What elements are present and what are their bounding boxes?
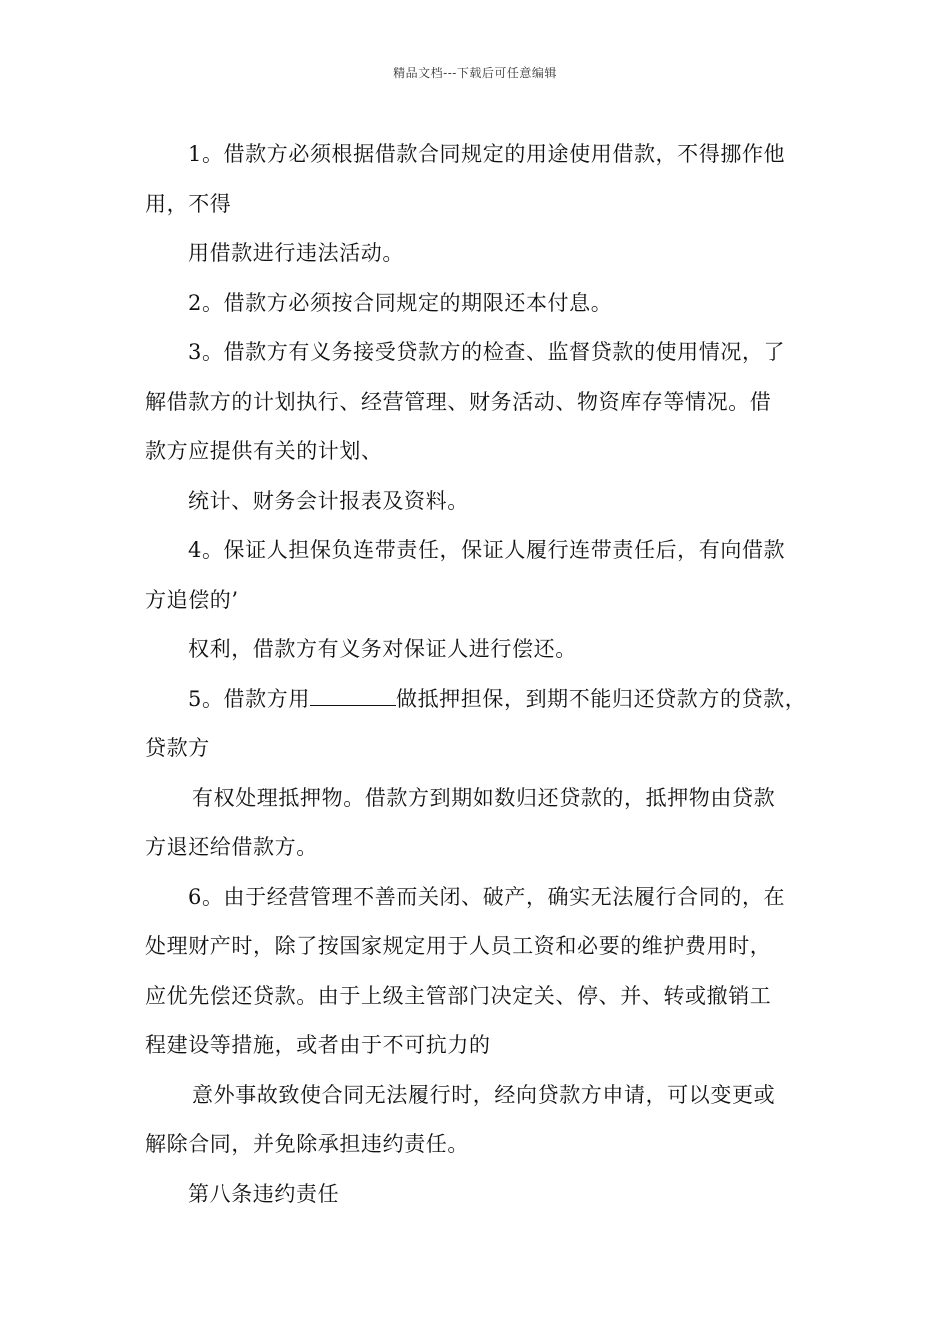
paragraph-line: 程建设等措施，或者由于不可抗力的 [145, 1033, 491, 1057]
section-heading: 第八条违约责任 [188, 1181, 340, 1206]
paragraph-line: 解借款方的计划执行、经营管理、财务活动、物资库存等情况。借 [145, 389, 772, 414]
paragraph-line: 4。保证人担保负连带责任，保证人履行连带责任后，有向借款 [188, 538, 786, 562]
paragraph-line: 方追偿的’ [145, 587, 239, 612]
paragraph-line: 1。借款方必须根据借款合同规定的用途使用借款，不得挪作他 [188, 142, 786, 166]
paragraph-line [145, 675, 825, 725]
paragraph-line: 有权处理抵押物。借款方到期如数归还贷款的，抵押物由贷款 [192, 785, 776, 810]
paragraph-line: 意外事故致使合同无法履行时，经向贷款方申请，可以变更或 [192, 1082, 776, 1107]
paragraph-line: 权利，借款方有义务对保证人进行偿还。 [188, 637, 577, 661]
paragraph-line: 统计、财务会计报表及资料。 [188, 488, 469, 513]
paragraph-text: 5。借款方用 [188, 686, 310, 711]
paragraph-line: 处理财产时，除了按国家规定用于人员工资和必要的维护费用时， [145, 934, 772, 958]
paragraph-line: 2。借款方必须按合同规定的期限还本付息。 [188, 290, 613, 315]
paragraph-line: 3。借款方有义务接受贷款方的检查、监督贷款的使用情况，了 [188, 340, 786, 364]
paragraph-line: 贷款方 [145, 736, 210, 760]
page-header: 精品文档---下载后可任意编辑 [393, 66, 557, 80]
paragraph-line: 应优先偿还贷款。由于上级主管部门决定关、停、并、转或撤销工 [145, 983, 772, 1008]
paragraph-line: 款方应提供有关的计划、 [145, 439, 383, 463]
paragraph-line: 用，不得 [145, 191, 232, 216]
document-body [145, 130, 825, 1219]
paragraph-line: 方退还给借款方。 [145, 835, 318, 859]
paragraph-line: 解除合同，并免除承担违约责任。 [145, 1132, 469, 1156]
paragraph-line: 用借款进行违法活动。 [188, 241, 404, 265]
paragraph-line: 6。由于经营管理不善而关闭、破产，确实无法履行合同的，在 [188, 884, 786, 909]
fill-in-blank [310, 704, 396, 706]
paragraph-text: 做抵押担保，到期不能归还贷款方的贷款， [395, 686, 807, 711]
